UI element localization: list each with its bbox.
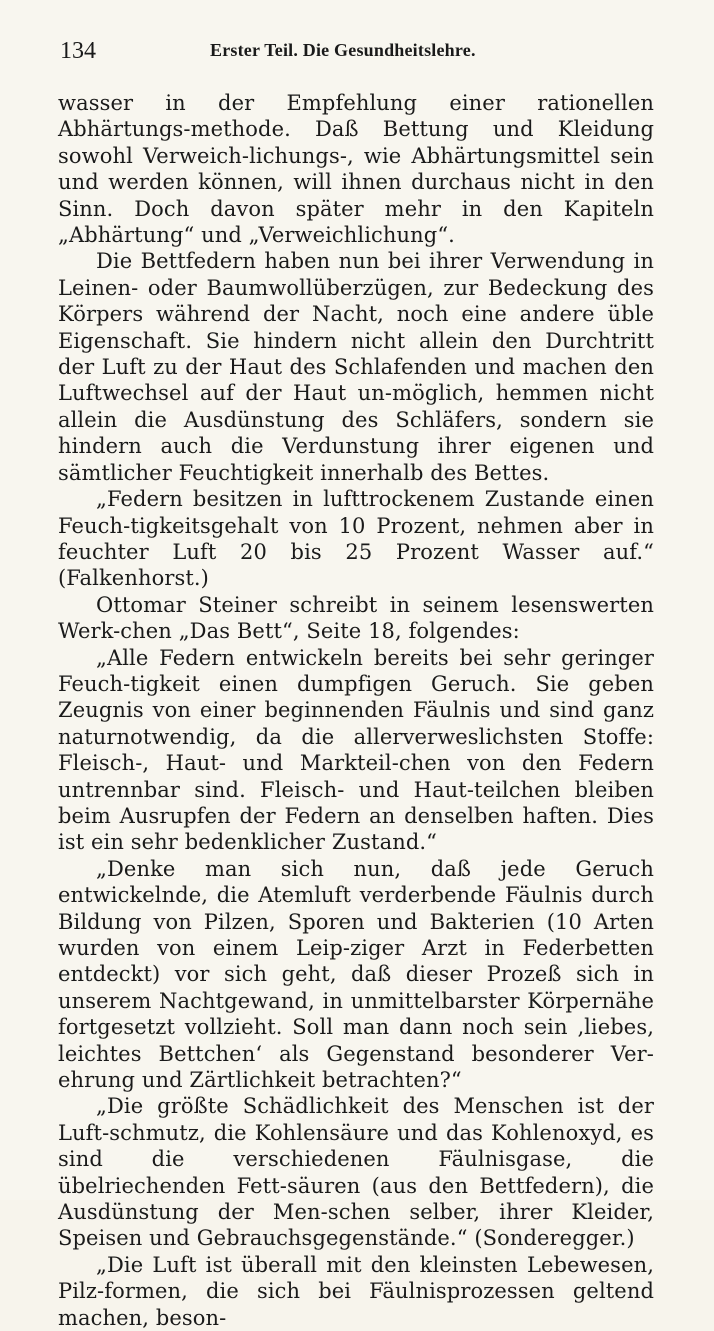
running-head: Erster Teil. Die Gesundheitslehre. xyxy=(210,40,476,60)
paragraph-3: „Federn besitzen in lufttrockenem Zustande einen Feuch-tigkeitsgehalt von 10 Prozent, nehmen aber in feuchter Luft 20 bis 25 Prozent Wasser auf.“ (Falkenhorst.) xyxy=(58,487,654,591)
paragraph-5: „Alle Federn entwickeln bereits bei sehr geringer Feuch-tigkeit einen dumpfigen Geruch. Sie geben Zeugnis von einer beginnenden Fäulnis und sind ganz naturnotwendig, da die allerverweslichsten Stoffe: Fleisch-, Haut- und Markteil-chen von den Federn untrennbar sind. Fleisch- und Haut-teilchen bleiben beim Ausrupfen der Federn an denselben haften. Dies ist ein sehr bedenklicher Zustand.“ xyxy=(58,645,654,855)
paragraph-8: „Die Luft ist überall mit den kleinsten Lebewesen, Pilz-formen, die sich bei Fäulnisprozessen geltend machen, beson- xyxy=(58,1252,654,1330)
paragraph-7: „Die größte Schädlichkeit des Menschen ist der Luft-schmutz, die Kohlensäure und das Kohlenoxyd, es sind die verschiedenen Fäulnisgase, die übelriechenden Fett-säuren (aus den Bettfedern), die Ausdünstung der Men-schen selber, ihrer Kleider, Speisen und Gebrauchsgegenstände.“ (Sonderegger.) xyxy=(58,1094,654,1251)
paragraph-4: Ottomar Steiner schreibt in seinem lesenswerten Werk-chen „Das Bett“, Seite 18, folgendes: xyxy=(58,592,654,644)
page-header xyxy=(60,38,674,78)
paragraph-2: Die Bettfedern haben nun bei ihrer Verwendung in Leinen- oder Baumwollüberzügen, zur Bedeckung des Körpers während der Nacht, noch eine andere üble Eigenschaft. Sie hindern nicht allein den Durchtritt der Luft zu der Haut des Schlafenden und machen den Luftwechsel auf der Haut un-möglich, hemmen nicht allein die Ausdünstung des Schläfers, sondern sie hindern auch die Verdunstung ihrer eigenen und sämtlicher Feuchtigkeit innerhalb des Bettes. xyxy=(58,249,654,485)
page-number: 134 xyxy=(60,38,96,64)
paragraph-6: „Denke man sich nun, daß jede Geruch entwickelnde, die Atemluft verderbende Fäulnis durch Bildung von Pilzen, Sporen und Bakterien (10 Arten wurden von einem Leip-ziger Arzt in Federbetten entdeckt) vor sich geht, daß dieser Prozeß sich in unserem Nachtgewand, in unmittelbarster Körpernähe fortgesetzt vollzieht. Soll man dann noch sein ‚liebes, leichtes Bettchen‘ als Gegenstand besonderer Ver-ehrung und Zärtlichkeit betrachten?“ xyxy=(58,856,654,1093)
page-body xyxy=(58,90,654,1331)
paragraph-1: wasser in der Empfehlung einer rationellen Abhärtungs-methode. Daß Bettung und Kleidung sowohl Verweich-lichungs-, wie Abhärtungsmittel sein und werden können, will ihnen durchaus nicht in den Sinn. Doch davon später mehr in den Kapiteln „Abhärtung“ und „Verweichlichung“. xyxy=(58,91,654,248)
